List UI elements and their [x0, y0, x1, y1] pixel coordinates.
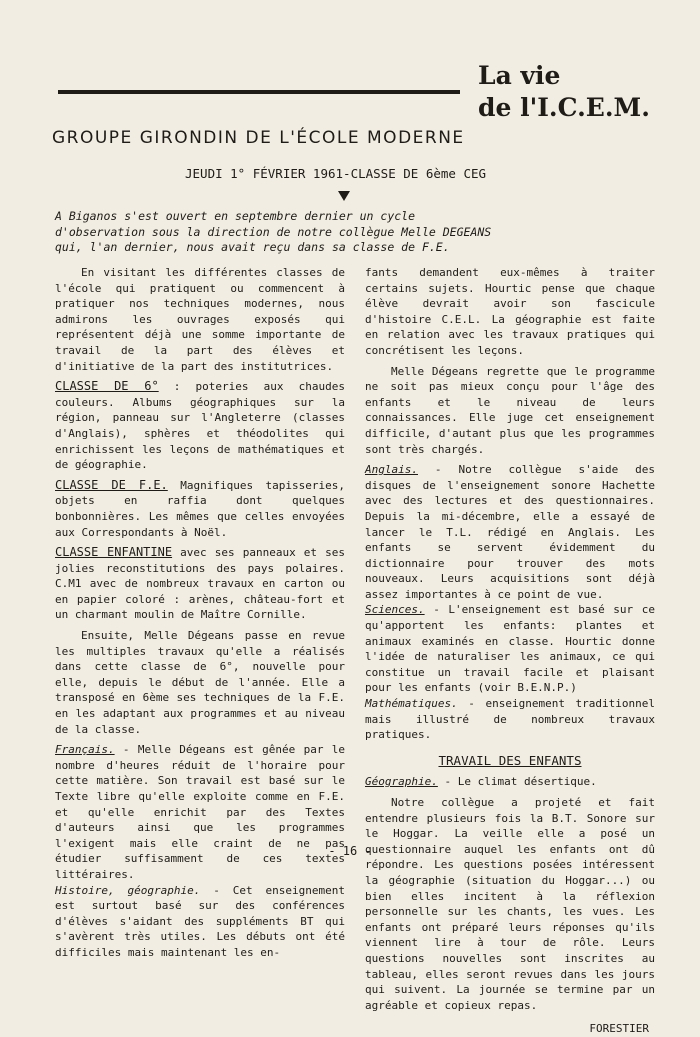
- classe-fe-text: Magnifiques tapisseries, objets en raffia dont quelques bonbonnières. Les mêmes que celles envoyées aux Correspondants à Noël.: [55, 478, 345, 539]
- article-date-line: JEUDI 1° FÉVRIER 1961-CLASSE DE 6ème CEG: [185, 166, 487, 181]
- histoire-label: Histoire, géographie.: [55, 883, 201, 897]
- subheading-text: TRAVAIL DES ENFANTS: [438, 752, 582, 768]
- page-number: - 16 -: [328, 844, 372, 858]
- classe-6-label: CLASSE DE 6°: [55, 379, 159, 394]
- paragraph-geographie-label: [365, 774, 655, 790]
- maths-label: Mathématiques.: [365, 697, 458, 711]
- author-signature: FORESTIER: [589, 1022, 649, 1036]
- classe-6-text: : poteries aux chaudes couleurs. Albums géographiques sur la région, panneau sur l'Angleterre (classes d'Anglais), sphères et théodolites qui enrichissent les leçons de mathématiques et de géographie.: [55, 380, 345, 472]
- article-title: GROUPE GIRONDIN DE L'ÉCOLE MODERNE: [52, 128, 465, 148]
- classe-enfantine-label: CLASSE ENFANTINE: [55, 545, 173, 560]
- histoire-text: - Cet enseignement est surtout basé sur des conférences d'élèves s'aidant des suppléments BT qui s'avèrent très utiles. Les débuts ont été difficiles mais maintenant les en-: [55, 883, 345, 959]
- section-title: [478, 60, 668, 124]
- paragraph-classe-6: [55, 379, 345, 473]
- anglais-label: Anglais.: [365, 463, 418, 477]
- section-title-line1: La vie: [478, 61, 561, 90]
- anglais-text: - Notre collègue s'aide des disques de l'enseignement sonore Hachette avec des lectures et des questionnaires. Depuis la mi-décembre, elle a essayé de lancer le T.L. rédigé en Anglais. Les enfants se servent évidemment du dictionnaire pour trouver des mots nouveaux. Leurs acquisitions sont déjà assez importantes à ce point de vue.: [365, 463, 655, 601]
- sciences-label: Sciences.: [365, 603, 425, 617]
- sciences-text: - L'enseignement est basé sur ce qu'apportent les enfants: plantes et animaux examinés en classe. Hourtic donne l'idée de naturaliser les animaux, ce qui constitue un travail facile et plaisant pour les enfants (voir B.E.N.P.): [365, 603, 655, 695]
- paragraph-visit: En visitant les différentes classes de l'école qui pratiquent ou commencent à pratiquer nos techniques modernes, nous admirons les ouvrages exposés qui représentent déjà une somme importante de travail de la part des élèves et d'initiative de la part des institutrices.: [55, 266, 345, 373]
- paragraph-francais: [55, 742, 345, 882]
- right-column: [365, 265, 655, 1037]
- paragraph-ensuite: Ensuite, Melle Dégeans passe en revue les multiples travaux qu'elle a réalisés dans cette classe de 6°, nouvelle pour elle, depuis le début de l'année. Elle a transposé en 6ème ses techniques de la F.E. en les adaptant aux programmes et au niveau de la classe.: [55, 629, 345, 736]
- geographie-label: Géographie.: [365, 775, 438, 789]
- paragraph-anglais: [365, 462, 655, 602]
- classe-fe-label: CLASSE DE F.E.: [55, 477, 168, 492]
- paragraph-classe-fe: [55, 478, 345, 540]
- section-title-line2: de l'I.C.E.M.: [478, 93, 650, 122]
- article-intro: A Biganos s'est ouvert en septembre dernier un cycle d'observation sous la direction de notre collègue Melle DEGEANS qui, l'an dernier, nous avait reçu dans sa classe de F.E.: [55, 209, 492, 254]
- francais-label: Français.: [55, 743, 115, 757]
- paragraph-regret: Melle Dégeans regrette que le programme ne soit pas mieux conçu pour l'âge des enfants et le niveau de leurs connaissances. Elle juge cet enseignement difficile, d'autant plus que les programmes sont très chargés.: [365, 364, 655, 456]
- paragraph-continuation: fants demandent eux-mêmes à traiter certains sujets. Hourtic pense que chaque élève devrait avoir son fascicule d'histoire C.E.L. La géographie est faite en relation avec les travaux pratiques qui concrétisent les leçons.: [365, 266, 655, 357]
- maths-text: - enseignement traditionnel mais illustré de nombreux travaux pratiques.: [365, 697, 655, 742]
- subheading: [365, 753, 655, 769]
- header-rule: [58, 90, 460, 94]
- paragraph-classe-enfantine: [55, 545, 345, 623]
- paragraph-maths: [365, 696, 655, 743]
- classe-enfantine-text: avec ses panneaux et ses jolies reconstitutions des pays polaires. C.M1 avec de nombreux travaux en carton ou en papier coloré : arènes, château-fort et un charmant moulin de Maître Cornille.: [55, 546, 345, 622]
- francais-text: - Melle Dégeans est gênée par le nombre d'heures réduit de l'horaire pour cette matière. Son travail est basé sur le Texte libre qu'elle exploite comme en F.E. et qu'elle enrichit par des Textes d'auteurs ainsi que les programmes l'exigent mais elle craint de ne pas étudier suffisamment de ces textes littéraires.: [55, 743, 345, 881]
- geographie-text: - Le climat désertique.: [437, 775, 597, 789]
- paragraph-sciences: [365, 602, 655, 696]
- triangle-ornament-icon: [338, 191, 350, 201]
- paragraph-histoire: [55, 883, 345, 961]
- paragraph-geographie: Notre collègue a projeté et fait entendre plusieurs fois la B.T. Sonore sur le Hoggar. La veille elle a posé un questionnaire auquel les enfants ont dû répondre. Les questions posées intéressent la géographie (situation du Hoggar...) ou bien elles incitent à la réflexion personnelle sur les chants, les vues. Les enfants ont préparé leurs réponses qu'ils viennent lire à tour de rôle. Leurs questions nouvelles sont inscrites au tableau, elles seront revues dans les jours qui suivent. La journée se termine par un agréable et copieux repas.: [365, 796, 655, 1012]
